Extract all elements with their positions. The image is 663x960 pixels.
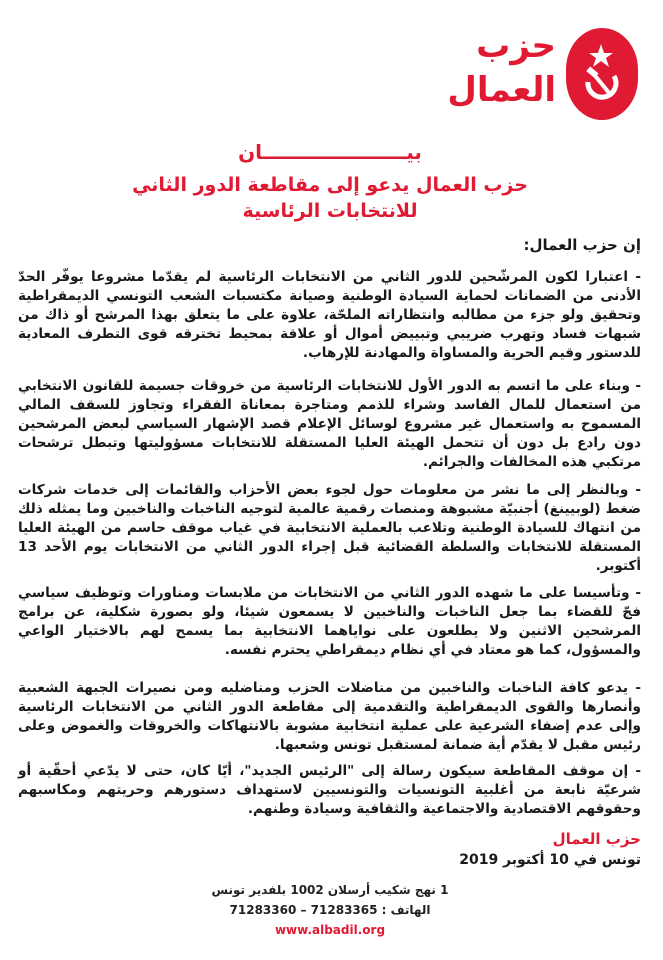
footer-website-link[interactable]: www.albadil.org	[274, 923, 386, 937]
footer-phone: الهاتف : 71283365 – 71283360	[229, 903, 431, 917]
logo-name-line1: حزب	[476, 26, 556, 66]
statement-header	[60, 138, 600, 224]
hammer-sickle-star-icon	[578, 42, 624, 106]
footer-address: 1 نهج شكيب أرسلان 1002 بلفدير تونس	[211, 883, 449, 897]
paragraph: - اعتبارا لكون المرشّحين للدور الثاني من الانتخابات الرئاسية لم يقدّما مشروعا يوفّر الحدّ الأدنى من الضمانات لحماية السيادة الوطنية وصيانة مكتسبات الشعب التونسي الديمقراطية وتحقيق ولو جزء من مطالبه وانتظاراته الملحّة، علاوة على ما يتعلق بهذا المرشح أو ذاك من شبهات فساد وتهرب ضريبي وتبييض أموال أو علاقة بمحيط تخترقه قوى التطرف المعادية للدستور وقيم الحرية والمساواة والمهادنة للإرهاب.	[18, 269, 641, 361]
statement-label: بيـــــــــــــــــــــان	[238, 140, 422, 164]
statement-title-line1: حزب العمال يدعو إلى مقاطعة الدور الثاني	[132, 174, 528, 196]
paragraph: - وبالنظر إلى ما نشر من معلومات حول لجوء بعض الأحزاب والقائمات إلى خدمات شركات ضغط (لوبيينغ) أجنبيّة مشبوهة ومنصات رقمية عالمية لتوجيه الناخبات والناخبين وما يمثله ذلك من انتهاك للسيادة الوطنية وتلاعب بالعملية الانتخابية في غياب موقف حاسم من الهيئة العليا المستقلة للانتخابات والسلطة القضائية قبل إجراء الدور الثاني من الانتخابات يوم الأحد 13 أكتوبر.	[18, 482, 641, 574]
paragraph: - وبناء على ما اتسم به الدور الأول للانتخابات الرئاسية من خروقات جسيمة للقانون الانتخابي من استعمال للمال الفاسد وشراء للذمم ومتاجرة بمعاناة الفقراء وتجاوز للسقف المالي المسموح به واستعمال غير مشروع لوسائل الإعلام قصد الإشهار السياسي لبعض المرشحين دون رادع بل دون أن تتحمل الهيئة العليا المستقلة للانتخابات مسؤوليتها وتبطل ترشحات مرتكبي هذه المخالفات والجرائم.	[18, 378, 641, 470]
statement-title-line2: للانتخابات الرئاسية	[242, 200, 418, 222]
signature-party: حزب العمال	[552, 830, 641, 848]
signature-place-date: تونس في 10 أكتوبر 2019	[459, 852, 641, 868]
footer	[200, 880, 460, 940]
logo-name-line2: العمال	[447, 70, 556, 110]
paragraph: - يدعو كافة الناخبات والناخبين من مناضلات الحزب ومناضليه ومن نصيرات الجبهة الشعبية وأنصارها والقوى الديمقراطية والتقدمية إلى مقاطعة الدور الثاني من الانتخابات الرئاسية وإلى عدم إضفاء الشرعية على عملية انتخابية مشوبة بالانتهاكات والخروقات والغموض وعلى رئيس مقبل لا يقدّم أية ضمانة لمستقبل تونس وشعبها.	[18, 680, 641, 753]
paragraph: - وتأسيسا على ما شهده الدور الثاني من الانتخابات من ملابسات ومناورات وتوظيف سياسي فجّ للقضاء بما جعل الناخبات والناخبين لا يسمعون شيئا، ولو بصورة شكلية، عن برامج المرشحين الاثنين ولا يطلعون على نواياهما الانتخابية بما يسمح لهم بالاختيار الواعي والمسؤول، كما هو معتاد في أي نظام ديمقراطي يحترم نفسه.	[18, 585, 641, 658]
party-logo	[447, 20, 648, 120]
paragraph: - إن موقف المقاطعة سيكون رسالة إلى "الرئيس الجديد"، أيّا كان، حتى لا يدّعي أحقّية أو شرعيّة نابعة من أغلبية التونسيات والتونسيين لاستهداف دستورهم وحريتهم ومكاسبهم وحقوقهم الاقتصادية والاجتماعية والثقافية وسيادة وطنهم.	[18, 763, 641, 817]
intro-text: إن حزب العمال:	[523, 236, 641, 254]
